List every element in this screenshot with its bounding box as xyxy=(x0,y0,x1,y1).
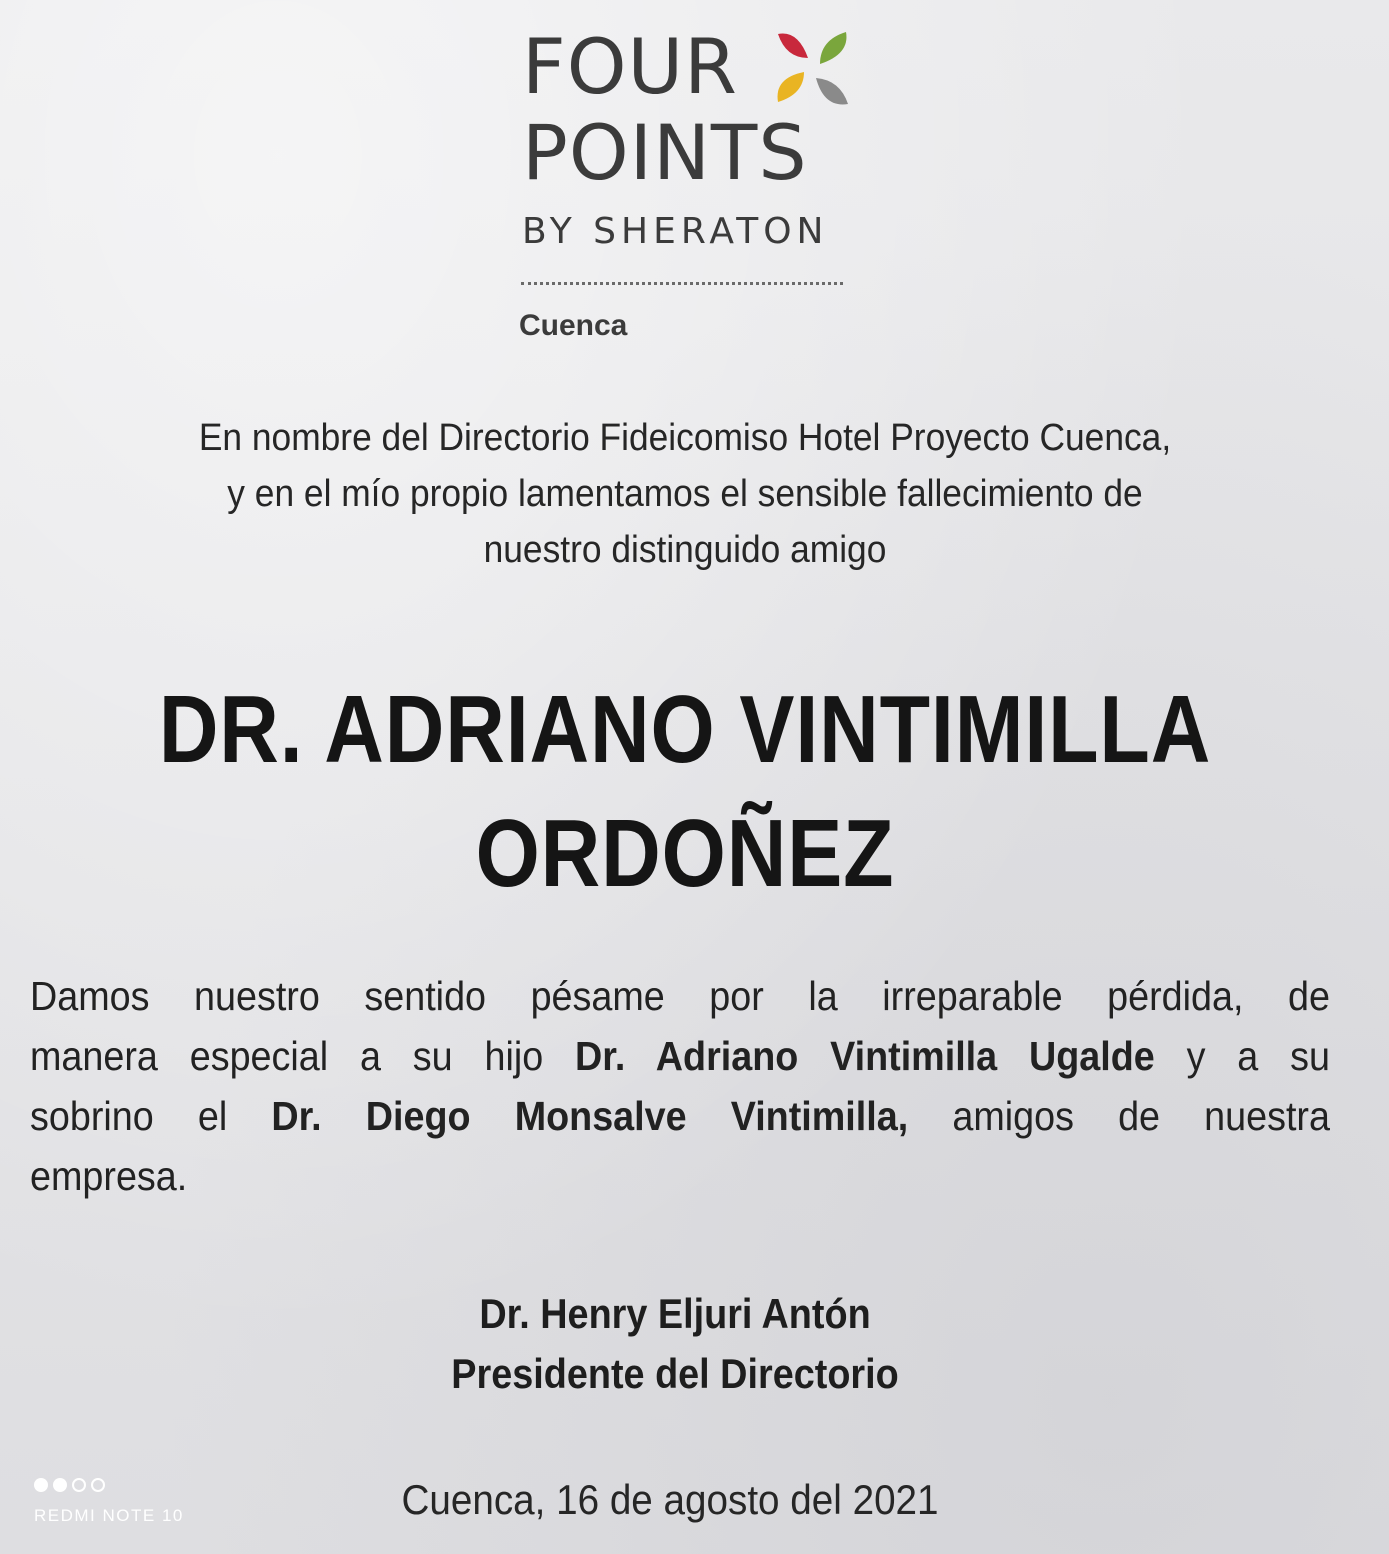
intro-line: nuestro distinguido amigo xyxy=(483,529,887,571)
message-text: y a su xyxy=(1154,1033,1330,1079)
intro-paragraph xyxy=(104,410,1267,578)
message-text: manera especial a su hijo xyxy=(30,1033,576,1079)
location-label: Cuenca xyxy=(519,309,628,342)
son-name: Dr. Adriano Vintimilla Ugalde xyxy=(575,1033,1155,1079)
message-text: empresa. xyxy=(30,1153,188,1199)
logo-line-points: POINTS xyxy=(522,108,808,197)
intro-line: y en el mío propio lamentamos el sensible fallecimiento de xyxy=(227,473,1143,515)
signer-title: Presidente del Directorio xyxy=(451,1350,899,1397)
date-line: Cuenca, 16 de agosto del 2021 xyxy=(401,1476,939,1523)
dotted-divider xyxy=(521,282,843,285)
signature-block xyxy=(320,1284,1031,1404)
camera-watermark xyxy=(34,1478,204,1538)
watermark-dot xyxy=(53,1478,67,1492)
message-text: Damos nuestro sentido pésame por la irreparable pérdida, de xyxy=(30,973,1330,1019)
deceased-name-line: DR. ADRIANO VINTIMILLA xyxy=(158,676,1212,783)
message-line xyxy=(30,1086,1330,1146)
message-text: amigos de nuestra xyxy=(908,1093,1330,1139)
pinwheel-icon xyxy=(772,28,852,108)
message-line xyxy=(30,966,1330,1026)
message-line xyxy=(30,1026,1330,1086)
watermark-dot xyxy=(72,1478,86,1492)
message-text: sobrino el xyxy=(30,1093,272,1139)
watermark-dot xyxy=(91,1478,105,1492)
watermark-dots xyxy=(34,1478,110,1498)
intro-line: En nombre del Directorio Fideicomiso Hotel Proyecto Cuenca, xyxy=(198,417,1172,459)
nephew-name: Dr. Diego Monsalve Vintimilla, xyxy=(271,1093,909,1139)
logo-line-four: FOUR xyxy=(522,22,738,111)
logo-line-by-sheraton: BY SHERATON xyxy=(522,211,829,252)
four-points-logo xyxy=(500,22,860,252)
deceased-name xyxy=(130,668,1239,916)
condolence-message xyxy=(30,966,1330,1206)
watermark-dot xyxy=(34,1478,48,1492)
deceased-name-line: ORDOÑEZ xyxy=(475,800,895,907)
signer-name: Dr. Henry Eljuri Antón xyxy=(479,1290,871,1337)
message-line xyxy=(30,1146,1330,1206)
watermark-text: REDMI NOTE 10 xyxy=(34,1506,184,1525)
